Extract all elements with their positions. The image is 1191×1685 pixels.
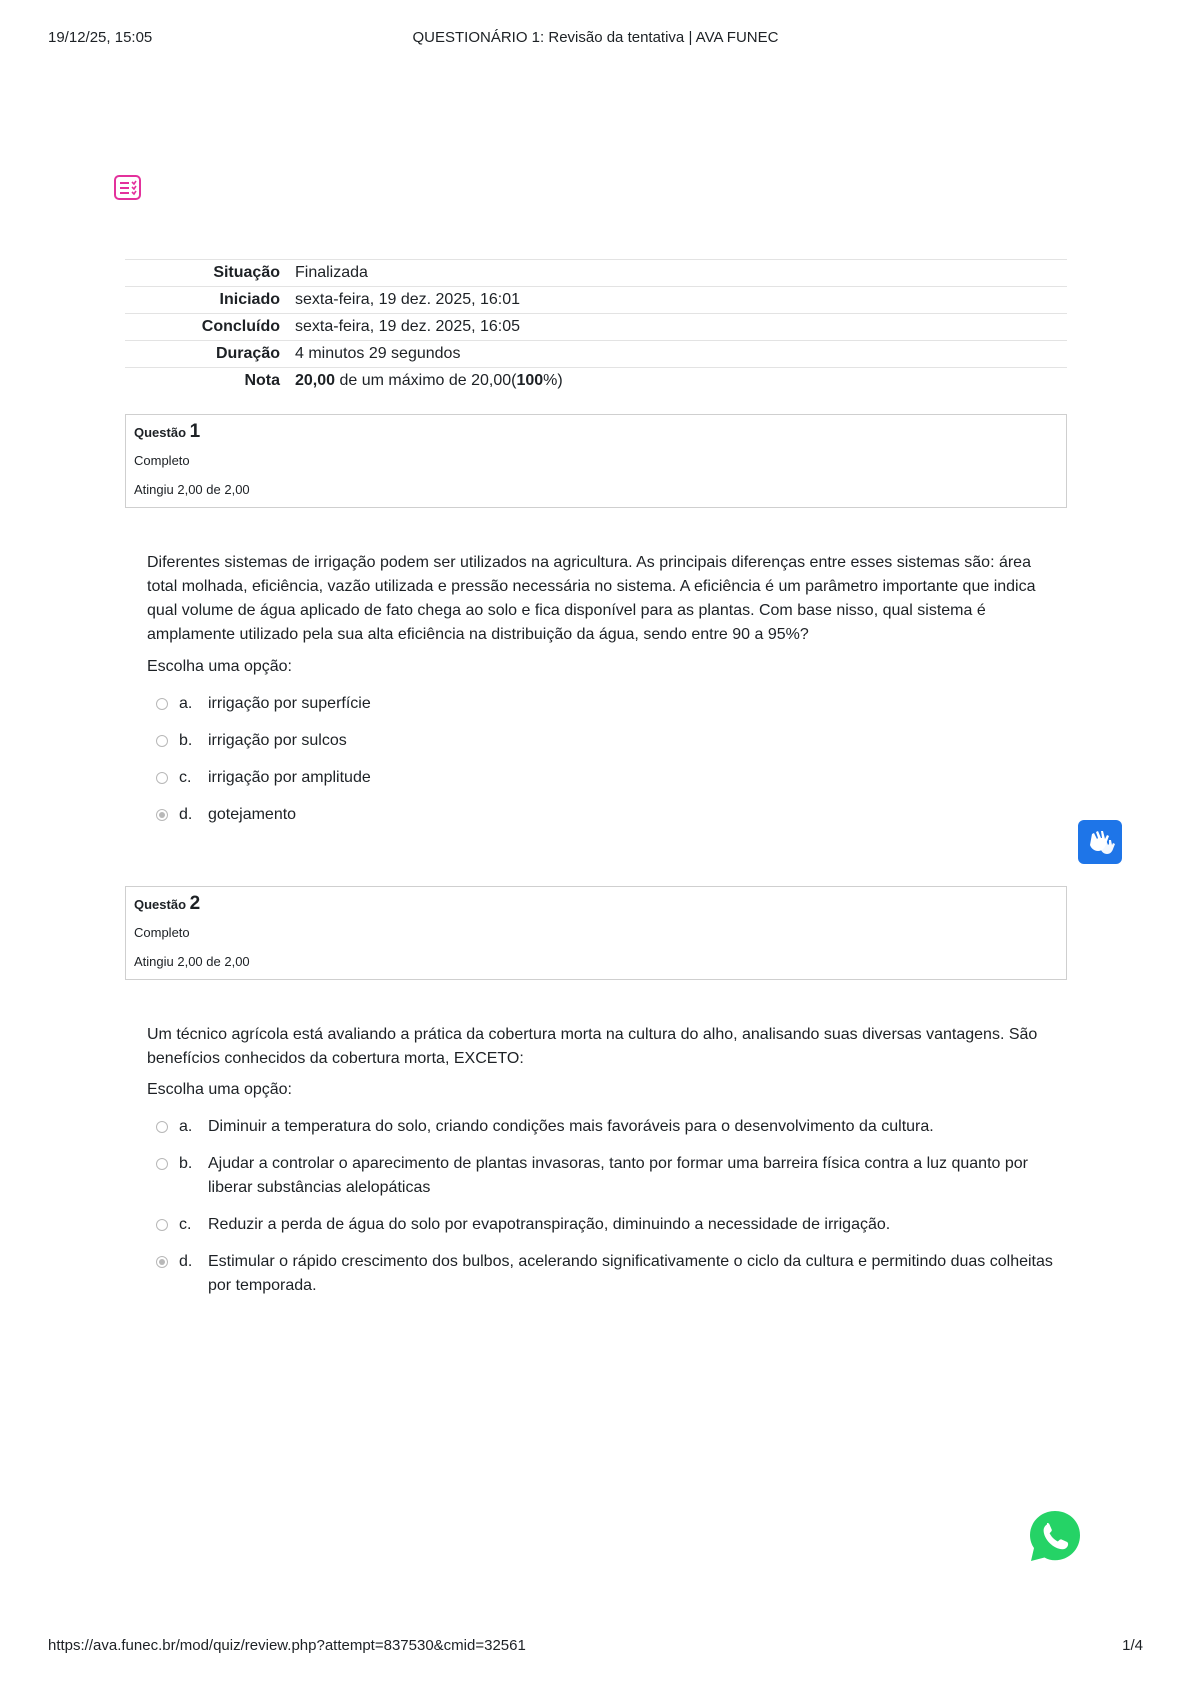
radio-button[interactable]: [156, 1158, 168, 1170]
question-1-info: [125, 414, 1067, 508]
summary-row-nota: [125, 368, 1067, 394]
answer-text: Reduzir a perda de água do solo por evapotranspiração, diminuindo a necessidade de irrigação.: [208, 1216, 891, 1233]
summary-value: sexta-feira, 19 dez. 2025, 16:05: [295, 318, 521, 335]
summary-value: sexta-feira, 19 dez. 2025, 16:01: [295, 291, 521, 308]
grade-middle: de um máximo de 20,00(: [335, 372, 517, 389]
summary-value: 4 minutos 29 segundos: [295, 345, 461, 362]
summary-value: Finalizada: [295, 264, 368, 281]
radio-button-checked[interactable]: [156, 1256, 168, 1268]
summary-label: Concluído: [201, 318, 280, 335]
sign-language-hands-icon: [1078, 820, 1122, 864]
summary-row-concluido: [125, 314, 1067, 341]
question-grade: Atingiu 2,00 de 2,00: [134, 954, 250, 969]
question-title: [134, 421, 200, 443]
radio-button[interactable]: [156, 1219, 168, 1231]
answer-text: Diminuir a temperatura do solo, criando condições mais favoráveis para o desenvolvimento da cultura.: [208, 1118, 934, 1135]
answer-text: irrigação por amplitude: [208, 769, 371, 786]
summary-label: Situação: [213, 264, 280, 281]
print-url: https://ava.funec.br/mod/quiz/review.php?attempt=837530&cmid=32561: [48, 1637, 526, 1654]
answer-letter: b.: [179, 732, 193, 749]
answer-letter: d.: [179, 806, 193, 823]
question-title: [134, 893, 200, 915]
summary-label: Nota: [244, 372, 280, 389]
summary-row-duracao: [125, 341, 1067, 368]
question-2-prompt: Escolha uma opção:: [147, 1081, 292, 1098]
answer-letter: c.: [179, 769, 192, 786]
question-label: Questão: [134, 425, 187, 440]
quiz-navigation-icon[interactable]: [114, 175, 141, 200]
question-1-prompt: Escolha uma opção:: [147, 658, 292, 675]
answer-letter: a.: [179, 1118, 193, 1135]
radio-button[interactable]: [156, 1121, 168, 1133]
answer-text: Estimular o rápido crescimento dos bulbos, acelerando significativamente o ciclo da cultura e permitindo duas colheitas por temporada.: [208, 1253, 1053, 1294]
radio-button[interactable]: [156, 735, 168, 747]
answer-letter: c.: [179, 1216, 192, 1233]
answer-text: Ajudar a controlar o aparecimento de plantas invasoras, tanto por formar uma barreira física contra a luz quanto por liberar substâncias alelopáticas: [208, 1155, 1028, 1196]
answer-letter: a.: [179, 695, 193, 712]
question-1-text: Diferentes sistemas de irrigação podem ser utilizados na agricultura. As principais diferenças entre esses sistemas são: área total molhada, eficiência, vazão utilizada e pressão necessária no sistema. A eficiência é um parâmetro importante que indica qual volume de água aplicado de fato chega ao solo e fica disponível para as plantas. Com base nisso, qual sistema é amplamente utilizado pela sua alta eficiência na distribuição da água, sendo entre 90 a 95%?: [147, 554, 1036, 643]
grade-score: 20,00: [295, 372, 336, 389]
answer-letter: d.: [179, 1253, 193, 1270]
print-page-title: QUESTIONÁRIO 1: Revisão da tentativa | AVA FUNEC: [412, 29, 779, 46]
summary-row-iniciado: [125, 287, 1067, 314]
whatsapp-icon[interactable]: [1027, 1508, 1083, 1564]
grade-value: [295, 372, 1067, 390]
question-grade: Atingiu 2,00 de 2,00: [134, 482, 250, 497]
vlibras-accessibility-button[interactable]: [1078, 820, 1122, 864]
print-datetime: 19/12/25, 15:05: [48, 29, 153, 46]
answer-text: irrigação por sulcos: [208, 732, 347, 749]
grade-percent: 100: [516, 372, 544, 389]
question-label: Questão: [134, 897, 187, 912]
question-2-info: [125, 886, 1067, 980]
summary-label: Duração: [215, 345, 280, 362]
answer-text: gotejamento: [208, 806, 297, 823]
answer-text: irrigação por superfície: [208, 695, 371, 712]
question-state: Completo: [134, 453, 190, 468]
radio-button[interactable]: [156, 698, 168, 710]
radio-button[interactable]: [156, 772, 168, 784]
summary-label: Iniciado: [219, 291, 280, 308]
question-2-text: Um técnico agrícola está avaliando a prática da cobertura morta na cultura do alho, analisando suas diversas vantagens. São benefícios conhecidos da cobertura morta, EXCETO:: [147, 1026, 1038, 1067]
question-number: 2: [189, 893, 201, 914]
question-state: Completo: [134, 925, 190, 940]
print-page-number: 1/4: [1122, 1637, 1143, 1654]
radio-button-checked[interactable]: [156, 809, 168, 821]
answer-letter: b.: [179, 1155, 193, 1172]
question-number: 1: [189, 421, 201, 442]
summary-row-situacao: [125, 260, 1067, 287]
attempt-summary-table: [125, 259, 1067, 394]
grade-suffix: %): [543, 372, 563, 389]
